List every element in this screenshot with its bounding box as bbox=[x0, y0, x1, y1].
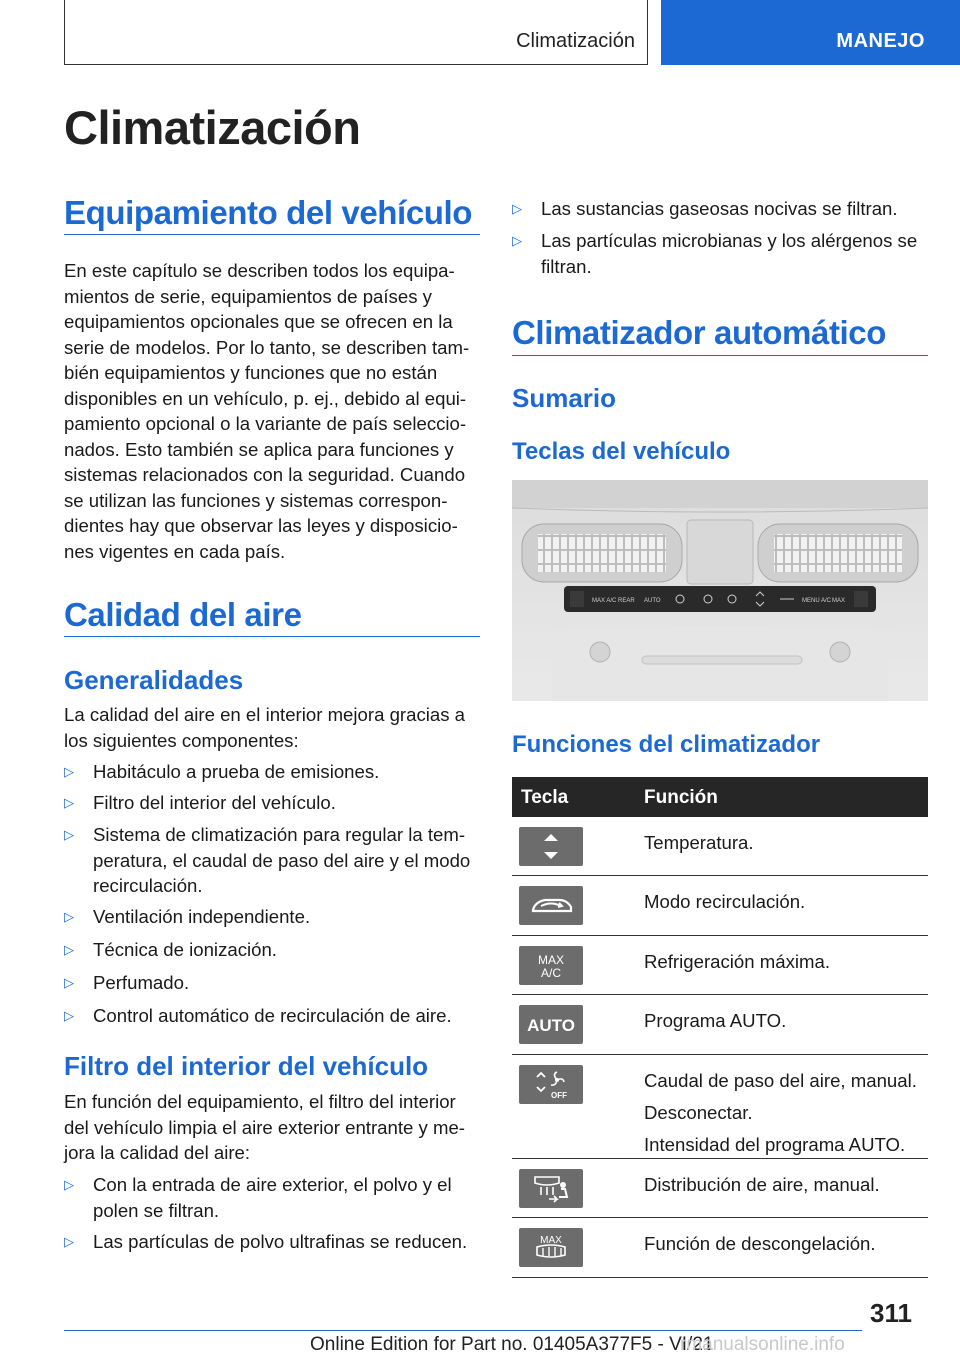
text-line: mientos de serie, equipamientos de países y bbox=[64, 285, 432, 307]
air-distribution-icon bbox=[519, 1169, 583, 1208]
svg-text:MAX: MAX bbox=[537, 953, 565, 967]
header-section-box bbox=[64, 0, 648, 65]
heading-rule bbox=[512, 355, 928, 356]
function-description bbox=[644, 1169, 880, 1201]
temperature-arrows-icon bbox=[519, 827, 583, 866]
text-line: Distribución de aire, manual. bbox=[644, 1174, 880, 1195]
list-item bbox=[512, 196, 898, 222]
text-line: se utilizan las funciones y sistemas correspon- bbox=[64, 489, 448, 511]
table-row bbox=[512, 1218, 928, 1278]
table-row bbox=[512, 817, 928, 876]
text-line: sistemas relacionados con la seguridad. Cuando bbox=[64, 464, 466, 485]
text-line: serie de modelos. Por lo tanto, se describen tam- bbox=[64, 336, 470, 358]
triangle-bullet-icon: ▷ bbox=[64, 1234, 74, 1249]
text-line: Programa AUTO. bbox=[644, 1010, 787, 1031]
text-line: Desconectar. bbox=[644, 1102, 753, 1123]
triangle-bullet-icon: ▷ bbox=[64, 1177, 74, 1192]
table-row bbox=[512, 936, 928, 995]
table-row bbox=[512, 995, 928, 1055]
photo-button-label: AUTO bbox=[644, 598, 661, 604]
text-line: bién equipamientos y funciones que no están bbox=[64, 362, 438, 383]
photo-button-label: MAX bbox=[832, 598, 846, 604]
heading-sumario: Sumario bbox=[512, 383, 617, 413]
list-item bbox=[64, 822, 470, 899]
heading-rule bbox=[64, 234, 480, 235]
svg-text:A/C: A/C bbox=[540, 966, 562, 980]
table-row bbox=[512, 876, 928, 936]
list-item bbox=[64, 937, 277, 963]
text-line: polen se filtran. bbox=[93, 1199, 220, 1221]
heading-climatizador-automatico: Climatizador automático bbox=[512, 314, 887, 351]
triangle-bullet-icon: ▷ bbox=[64, 975, 74, 990]
list-item bbox=[64, 904, 310, 930]
heading-filtro: Filtro del interior del vehículo bbox=[64, 1051, 429, 1081]
max-defrost-icon bbox=[519, 1228, 583, 1267]
table-header bbox=[512, 777, 928, 817]
column-header-tecla: Tecla bbox=[521, 787, 569, 808]
text-line: La calidad del aire en el interior mejora gracias a bbox=[64, 704, 466, 725]
list-item bbox=[64, 1172, 452, 1223]
text-line: dientes hay que observar las leyes y disposicio- bbox=[64, 515, 458, 536]
function-description bbox=[644, 946, 830, 978]
text-line: Control automático de recirculación de aire. bbox=[93, 1005, 452, 1026]
footer-edition: Online Edition for Part no. 01405A377F5 - VI/21 bbox=[310, 1334, 714, 1355]
triangle-bullet-icon: ▷ bbox=[64, 942, 74, 957]
table-row bbox=[512, 1159, 928, 1218]
text-line: los siguientes componentes: bbox=[64, 729, 299, 751]
heading-rule bbox=[64, 636, 480, 637]
recirculation-car-icon bbox=[519, 886, 583, 925]
text-line: Las partículas de polvo ultrafinas se reducen. bbox=[93, 1231, 468, 1252]
text-line: Sistema de climatización para regular la tem- bbox=[93, 824, 466, 845]
fan-off-icon bbox=[519, 1065, 583, 1104]
triangle-bullet-icon: ▷ bbox=[64, 827, 74, 842]
photo-button-label: REAR bbox=[618, 598, 635, 604]
text-line: Ventilación independiente. bbox=[93, 906, 311, 927]
list-item bbox=[64, 970, 189, 996]
footer-rule bbox=[64, 1330, 862, 1331]
function-description bbox=[644, 1005, 786, 1037]
heading-funciones: Funciones del climatizador bbox=[512, 731, 821, 758]
triangle-bullet-icon: ▷ bbox=[64, 795, 74, 810]
text-line: Perfumado. bbox=[93, 972, 190, 993]
table-row bbox=[512, 1055, 928, 1159]
heading-teclas: Teclas del vehículo bbox=[512, 438, 731, 465]
text-line: Función de descongelación. bbox=[644, 1233, 876, 1254]
text-line: En función del equipamiento, el filtro del interior bbox=[64, 1091, 456, 1112]
text-line: Refrigeración máxima. bbox=[644, 951, 831, 972]
text-line: Las sustancias gaseosas nocivas se filtran. bbox=[541, 198, 898, 219]
list-item bbox=[64, 1003, 452, 1029]
svg-text:AUTO: AUTO bbox=[527, 1016, 575, 1035]
photo-button-label: MENU A/C bbox=[802, 598, 832, 604]
text-line: Las partículas microbianas y los alérgenos se bbox=[541, 230, 918, 251]
triangle-bullet-icon: ▷ bbox=[64, 909, 74, 924]
paragraph-filtro bbox=[64, 1089, 465, 1166]
function-description bbox=[644, 827, 754, 859]
text-line: Con la entrada de aire exterior, el polvo y el bbox=[93, 1174, 452, 1195]
paragraph-generalidades bbox=[64, 702, 465, 753]
page-title: Climatización bbox=[64, 101, 361, 154]
paragraph-equipamiento bbox=[64, 258, 469, 564]
svg-text:OFF: OFF bbox=[551, 1091, 567, 1100]
header-section-title: Climatización bbox=[516, 30, 635, 52]
max-ac-icon bbox=[519, 946, 583, 985]
triangle-bullet-icon: ▷ bbox=[64, 1008, 74, 1023]
svg-text:MAX: MAX bbox=[540, 1235, 562, 1246]
header-chapter-label: MANEJO bbox=[836, 30, 925, 52]
triangle-bullet-icon: ▷ bbox=[512, 201, 522, 216]
control-panel-photo bbox=[512, 480, 928, 701]
triangle-bullet-icon: ▷ bbox=[512, 233, 522, 248]
text-line: nes vigentes en cada país. bbox=[64, 540, 286, 562]
text-line: nados. Esto también se aplica para funciones y bbox=[64, 438, 454, 460]
text-line: Modo recirculación. bbox=[644, 891, 806, 912]
function-description bbox=[644, 1065, 917, 1161]
heading-generalidades: Generalidades bbox=[64, 665, 244, 695]
list-item bbox=[64, 1229, 467, 1255]
text-line: Filtro del interior del vehículo. bbox=[93, 792, 336, 813]
list-item bbox=[64, 759, 379, 785]
text-line: disponibles en un vehículo, p. ej., debido al equi- bbox=[64, 387, 467, 409]
text-line: jora la calidad del aire: bbox=[64, 1142, 251, 1163]
header-chapter-tab bbox=[661, 0, 960, 65]
text-line: Habitáculo a prueba de emisiones. bbox=[93, 761, 380, 782]
watermark: rmanualsonline.info bbox=[680, 1334, 845, 1355]
text-line: Técnica de ionización. bbox=[93, 939, 277, 960]
page-number: 311 bbox=[870, 1298, 912, 1328]
text-line: equipamientos opcionales que se ofrecen en la bbox=[64, 311, 453, 332]
column-header-funcion: Función bbox=[644, 787, 718, 808]
list-item bbox=[512, 228, 917, 279]
photo-button-label: MAX A/C bbox=[592, 598, 617, 604]
text-line: Caudal de paso del aire, manual. bbox=[644, 1070, 917, 1091]
list-item bbox=[64, 790, 336, 816]
text-line: En este capítulo se describen todos los equipa- bbox=[64, 260, 455, 281]
heading-calidad-aire: Calidad del aire bbox=[64, 596, 302, 633]
triangle-bullet-icon: ▷ bbox=[64, 764, 74, 779]
heading-equipamiento: Equipamiento del vehículo bbox=[64, 194, 473, 231]
text-line: peratura, el caudal de paso del aire y el modo bbox=[93, 849, 471, 871]
function-description bbox=[644, 1228, 876, 1260]
text-line: pamiento opcional o la variante de país seleccio- bbox=[64, 413, 467, 434]
auto-icon bbox=[519, 1005, 583, 1044]
function-description bbox=[644, 886, 805, 918]
text-line: recirculación. bbox=[93, 875, 203, 896]
text-line: filtran. bbox=[541, 255, 592, 277]
text-line: Temperatura. bbox=[644, 832, 754, 853]
text-line: del vehículo limpia el aire exterior entrante y me- bbox=[64, 1116, 465, 1138]
text-line: Intensidad del programa AUTO. bbox=[644, 1134, 906, 1155]
